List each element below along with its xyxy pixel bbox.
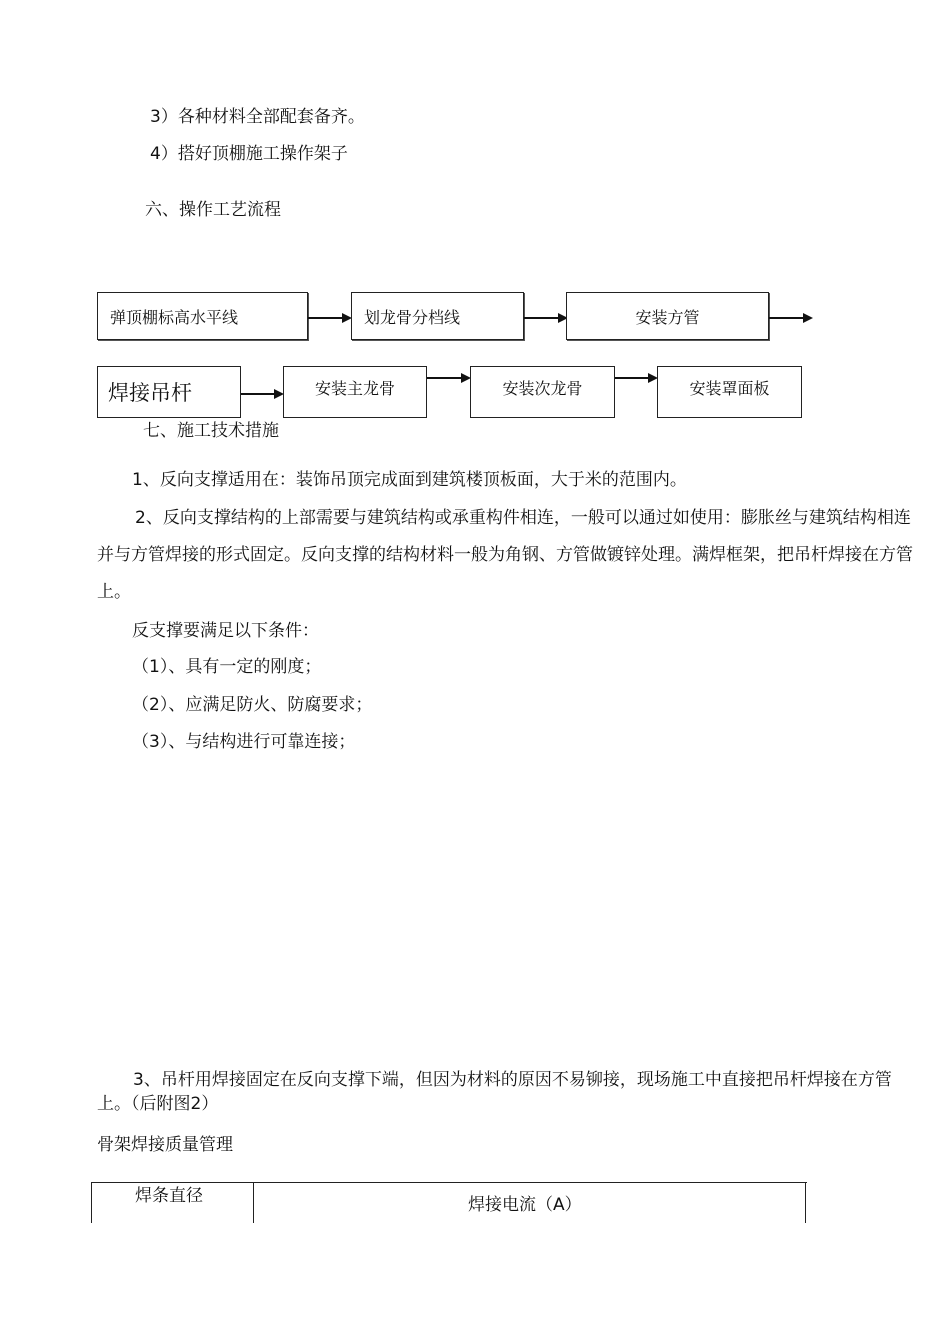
flow-step-label: 安装主龙骨 [314, 379, 395, 398]
table-header-electrode-diameter: 焊条直径 [135, 1186, 203, 1206]
weld-table [91, 1182, 807, 1225]
flow-step-label: 弹顶棚标高水平线 [110, 307, 239, 327]
flow-step-label: 安装罩面板 [689, 379, 770, 398]
flow-arrow [524, 312, 568, 324]
table-divider-left [91, 1183, 92, 1223]
flow-arrow [308, 312, 352, 324]
section-title-process: 六、操作工艺流程 [145, 200, 281, 220]
flow-step-label: 划龙骨分档线 [364, 307, 461, 327]
flow-step-label: 安装方管 [635, 307, 700, 327]
flow-arrow [241, 388, 284, 400]
flow-step-label: 焊接吊杆 [108, 381, 192, 405]
measure-3: 3、吊杆用焊接固定在反向支撑下端，但因为材料的原因不易铆接，现场施工中直接把吊杆焊接在方管上。（后附图2） [97, 1070, 892, 1114]
table-header-welding-current: 焊接电流（A） [468, 1195, 582, 1215]
flow-step-label: 安装次龙骨 [502, 379, 583, 398]
table-divider-mid [253, 1183, 254, 1223]
flow-step-main-keel [283, 366, 427, 418]
flow-arrow [427, 372, 471, 384]
flow-arrow [615, 372, 658, 384]
prep-item-3: 3）各种材料全部配套备齐。 [150, 107, 365, 127]
condition-1: （1）、具有一定的刚度； [132, 657, 322, 677]
condition-3: （3）、与结构进行可靠连接； [132, 732, 356, 752]
prep-item-4: 4）搭好顶棚施工操作架子 [150, 144, 348, 164]
condition-2: （2）、应满足防火、防腐要求； [132, 695, 373, 715]
flow-step-weld-hanger [97, 366, 241, 418]
flow-step-secondary-keel [470, 366, 615, 418]
flow-step-cover-panel [657, 366, 802, 418]
weld-quality-title: 骨架焊接质量管理 [97, 1135, 233, 1155]
section-title-measures: 七、施工技术措施 [143, 421, 279, 441]
flow-step-elevation-line [97, 292, 308, 340]
measure-2: 2、反向支撑结构的上部需要与建筑结构或承重构件相连，一般可以通过如使用：膨胀丝与建筑结构相连并与方管焊接的形式固定。反向支撑的结构材料一般为角钢、方管做镀锌处理。满焊框架，把吊杆焊接在方管上。 [97, 508, 913, 602]
flow-step-install-tube [566, 292, 769, 340]
flow-arrow [769, 312, 813, 324]
measure-1: 1、反向支撑适用在：装饰吊顶完成面到建筑楼顶板面，大于米的范围内。 [132, 470, 687, 490]
conditions-intro: 反支撑要满足以下条件： [132, 621, 319, 641]
flow-step-keel-layout [351, 292, 524, 340]
table-divider-right [805, 1183, 806, 1223]
